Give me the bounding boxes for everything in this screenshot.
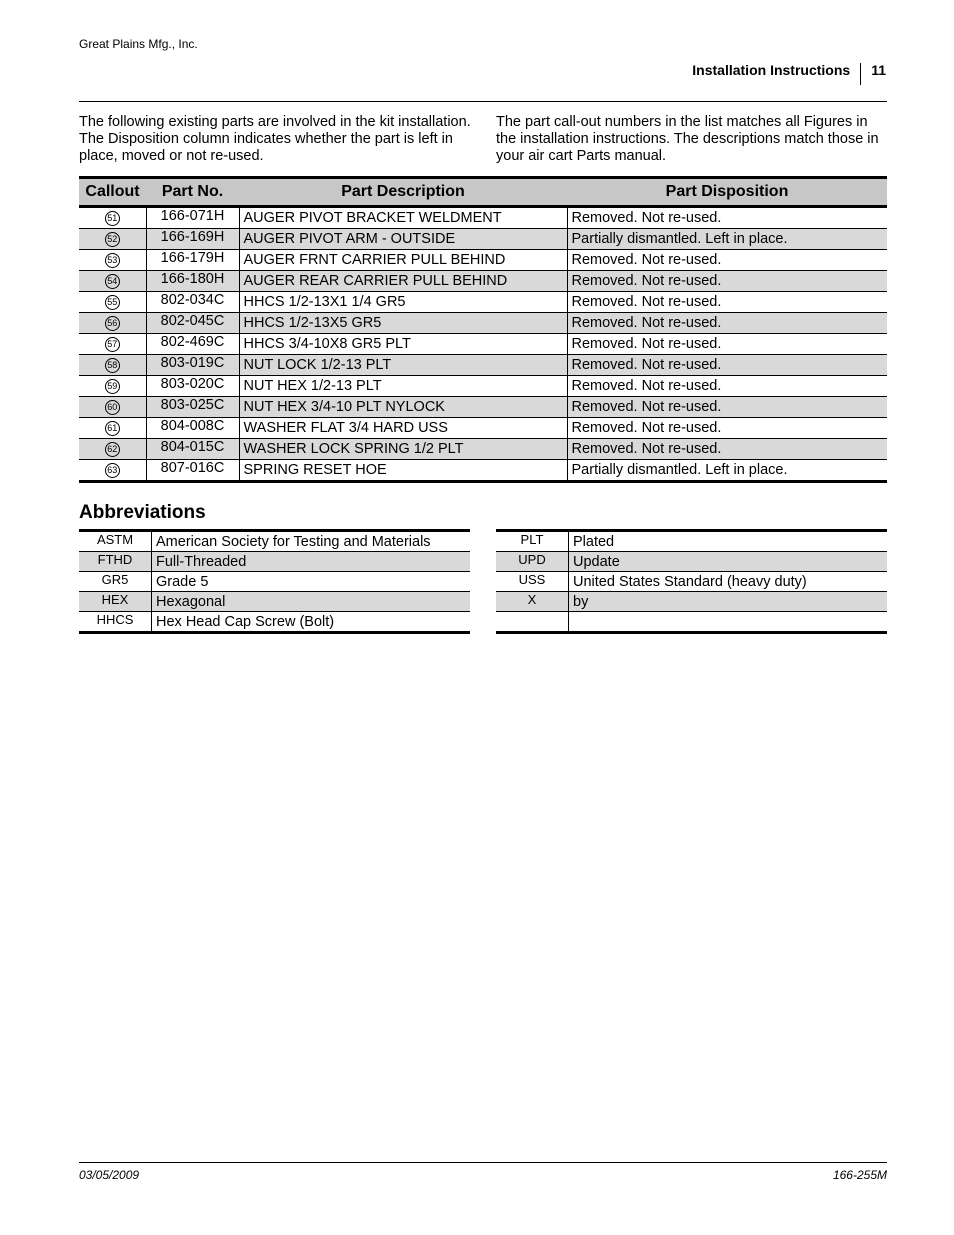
table-row xyxy=(79,229,887,250)
abbreviation-meaning xyxy=(569,612,888,633)
part-no-cell: 807-016C xyxy=(146,460,239,482)
part-no-cell: 166-071H xyxy=(146,207,239,229)
part-no-cell: 803-025C xyxy=(146,397,239,418)
table-row xyxy=(79,271,887,292)
abbreviation-row xyxy=(496,572,887,592)
description-cell: AUGER FRNT CARRIER PULL BEHIND xyxy=(239,250,567,271)
section-title: Installation Instructions xyxy=(692,62,851,78)
description-cell: SPRING RESET HOE xyxy=(239,460,567,482)
abbreviation-row xyxy=(79,572,470,592)
page-number: 11 xyxy=(871,62,886,78)
table-row xyxy=(79,250,887,271)
callout-cell xyxy=(79,292,146,313)
abbreviations-right-body xyxy=(496,531,887,633)
abbreviation-code: USS xyxy=(496,572,569,592)
abbreviation-meaning: Grade 5 xyxy=(152,572,471,592)
abbreviation-code: UPD xyxy=(496,552,569,572)
disposition-cell: Removed. Not re-used. xyxy=(567,376,887,397)
abbreviation-meaning: Full-Threaded xyxy=(152,552,471,572)
footer-date: 03/05/2009 xyxy=(79,1168,140,1182)
description-cell: WASHER LOCK SPRING 1/2 PLT xyxy=(239,439,567,460)
callout-cell xyxy=(79,229,146,250)
header-callout: Callout xyxy=(79,178,146,207)
abbreviation-row xyxy=(496,531,887,552)
abbreviation-meaning: United States Standard (heavy duty) xyxy=(569,572,888,592)
disposition-cell: Removed. Not re-used. xyxy=(567,207,887,229)
page-header xyxy=(692,59,886,81)
callout-cell xyxy=(79,439,146,460)
abbreviation-row xyxy=(79,592,470,612)
callout-number: 54 xyxy=(105,274,120,289)
abbreviation-code: ASTM xyxy=(79,531,152,552)
abbreviation-code: X xyxy=(496,592,569,612)
callout-cell xyxy=(79,250,146,271)
company-name: Great Plains Mfg., Inc. xyxy=(79,37,198,51)
abbreviation-meaning: American Society for Testing and Materials xyxy=(152,531,471,552)
part-no-cell: 804-008C xyxy=(146,418,239,439)
part-no-cell: 802-034C xyxy=(146,292,239,313)
description-cell: AUGER REAR CARRIER PULL BEHIND xyxy=(239,271,567,292)
disposition-cell: Removed. Not re-used. xyxy=(567,271,887,292)
part-no-cell: 166-169H xyxy=(146,229,239,250)
callout-number: 60 xyxy=(105,400,120,415)
description-cell: NUT LOCK 1/2-13 PLT xyxy=(239,355,567,376)
abbreviation-meaning: Hex Head Cap Screw (Bolt) xyxy=(152,612,471,633)
description-cell: NUT HEX 1/2-13 PLT xyxy=(239,376,567,397)
callout-cell xyxy=(79,313,146,334)
abbreviation-row xyxy=(79,531,470,552)
abbreviation-code: GR5 xyxy=(79,572,152,592)
parts-table xyxy=(79,176,887,483)
disposition-cell: Removed. Not re-used. xyxy=(567,397,887,418)
callout-number: 61 xyxy=(105,421,120,436)
header-divider xyxy=(860,63,861,85)
table-row xyxy=(79,207,887,229)
header-part-no: Part No. xyxy=(146,178,239,207)
description-cell: AUGER PIVOT ARM - OUTSIDE xyxy=(239,229,567,250)
callout-cell xyxy=(79,397,146,418)
part-no-cell: 802-045C xyxy=(146,313,239,334)
callout-number: 53 xyxy=(105,253,120,268)
abbreviation-row xyxy=(496,552,887,572)
disposition-cell: Partially dismantled. Left in place. xyxy=(567,460,887,482)
description-cell: NUT HEX 3/4-10 PLT NYLOCK xyxy=(239,397,567,418)
callout-cell xyxy=(79,418,146,439)
disposition-cell: Partially dismantled. Left in place. xyxy=(567,229,887,250)
callout-number: 57 xyxy=(105,337,120,352)
description-cell: WASHER FLAT 3/4 HARD USS xyxy=(239,418,567,439)
abbreviation-code: FTHD xyxy=(79,552,152,572)
abbreviation-meaning: Hexagonal xyxy=(152,592,471,612)
callout-number: 62 xyxy=(105,442,120,457)
parts-table-body xyxy=(79,207,887,482)
callout-cell xyxy=(79,460,146,482)
intro-right-paragraph: The part call-out numbers in the list matches all Figures in the installation instructions. The descriptions match those in your air cart Parts manual. xyxy=(496,114,879,164)
description-cell: HHCS 1/2-13X5 GR5 xyxy=(239,313,567,334)
callout-number: 52 xyxy=(105,232,120,247)
intro-left-paragraph: The following existing parts are involved in the kit installation. The Disposition column indicates whether the part is left in place, moved or not re-used. xyxy=(79,114,471,164)
disposition-cell: Removed. Not re-used. xyxy=(567,355,887,376)
description-cell: HHCS 1/2-13X1 1/4 GR5 xyxy=(239,292,567,313)
callout-cell xyxy=(79,355,146,376)
header-part-description: Part Description xyxy=(239,178,567,207)
part-no-cell: 166-179H xyxy=(146,250,239,271)
disposition-cell: Removed. Not re-used. xyxy=(567,313,887,334)
description-cell: HHCS 3/4-10X8 GR5 PLT xyxy=(239,334,567,355)
top-rule xyxy=(79,101,887,102)
callout-cell xyxy=(79,207,146,229)
footer-doc-number: 166-255M xyxy=(832,1168,887,1182)
table-row xyxy=(79,376,887,397)
abbreviation-code: HHCS xyxy=(79,612,152,633)
abbreviations-table-right xyxy=(496,529,887,634)
callout-number: 63 xyxy=(105,463,120,478)
callout-cell xyxy=(79,376,146,397)
table-row xyxy=(79,460,887,482)
callout-cell xyxy=(79,334,146,355)
disposition-cell: Removed. Not re-used. xyxy=(567,439,887,460)
abbreviation-meaning: Update xyxy=(569,552,888,572)
description-cell: AUGER PIVOT BRACKET WELDMENT xyxy=(239,207,567,229)
callout-number: 55 xyxy=(105,295,120,310)
part-no-cell: 803-019C xyxy=(146,355,239,376)
parts-table-header xyxy=(79,178,887,207)
bottom-rule xyxy=(79,1162,887,1163)
table-row xyxy=(79,418,887,439)
part-no-cell: 166-180H xyxy=(146,271,239,292)
table-row xyxy=(79,313,887,334)
abbreviations-table-left xyxy=(79,529,470,634)
abbreviation-code xyxy=(496,612,569,633)
abbreviations-title: Abbreviations xyxy=(79,502,206,523)
abbreviation-meaning: Plated xyxy=(569,531,888,552)
abbreviation-row xyxy=(496,612,887,633)
abbreviation-row xyxy=(79,612,470,633)
part-no-cell: 803-020C xyxy=(146,376,239,397)
header-part-disposition: Part Disposition xyxy=(567,178,887,207)
abbreviation-row xyxy=(496,592,887,612)
part-no-cell: 804-015C xyxy=(146,439,239,460)
callout-number: 56 xyxy=(105,316,120,331)
abbreviation-code: PLT xyxy=(496,531,569,552)
abbreviation-row xyxy=(79,552,470,572)
table-row xyxy=(79,439,887,460)
abbreviation-code: HEX xyxy=(79,592,152,612)
callout-number: 51 xyxy=(105,211,120,226)
callout-number: 58 xyxy=(105,358,120,373)
callout-number: 59 xyxy=(105,379,120,394)
table-row xyxy=(79,334,887,355)
disposition-cell: Removed. Not re-used. xyxy=(567,292,887,313)
abbreviation-meaning: by xyxy=(569,592,888,612)
abbreviations-left-body xyxy=(79,531,470,633)
table-row xyxy=(79,292,887,313)
table-row xyxy=(79,397,887,418)
callout-cell xyxy=(79,271,146,292)
disposition-cell: Removed. Not re-used. xyxy=(567,334,887,355)
disposition-cell: Removed. Not re-used. xyxy=(567,418,887,439)
disposition-cell: Removed. Not re-used. xyxy=(567,250,887,271)
part-no-cell: 802-469C xyxy=(146,334,239,355)
table-row xyxy=(79,355,887,376)
